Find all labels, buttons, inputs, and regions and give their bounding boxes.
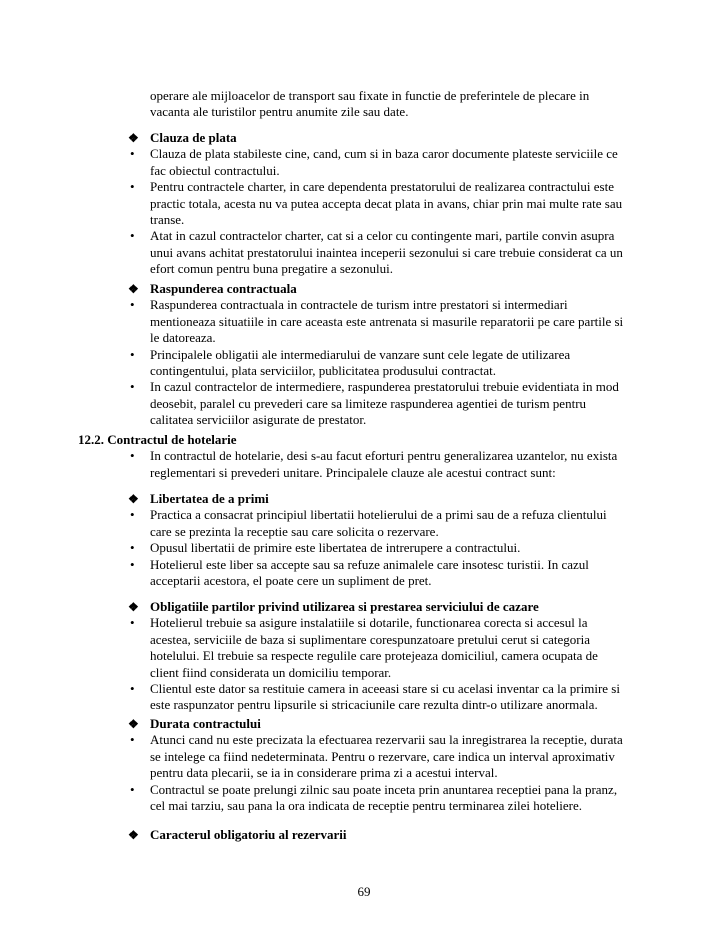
list-item: • Opusul libertatii de primire este libertatea de intrerupere a contractului.: [130, 540, 521, 556]
section-heading: ❖ Clauza de plata: [128, 130, 237, 145]
text-line: operare ale mijloacelor de transport sau fixate in functie de preferintele de plecare in: [150, 88, 590, 103]
section-clauza-plata: [108, 130, 628, 278]
bullet-icon: •: [130, 556, 135, 572]
bullet-icon: •: [130, 297, 135, 313]
section-heading: ❖ Caracterul obligatoriu al rezervarii: [128, 827, 347, 842]
list-item: • Pentru contractele charter, in care dependenta prestatorului de realizarea contractului este practic totala, acesta nu va putea accepta decat plata in avans, chiar prin mai multe rate sau transe.: [130, 179, 623, 228]
bullet-icon: •: [130, 615, 135, 631]
list-item: • Atunci cand nu este precizata la efectuarea rezervarii sau la inregistrarea la receptie, durata se intelege ca fiind nedeterminata. Pentru o rezervare, care indica un interval aproximativ pentru data plecarii, se ia in considerare prima zi a acestui interval.: [130, 732, 623, 781]
bullet-icon: •: [130, 228, 135, 244]
section-libertatea: [108, 491, 628, 589]
list-item: • Hotelierul este liber sa accepte sau sa refuze animalele care insotesc turistii. In cazul acceptarii acestora, el poate cere un supliment de pret.: [130, 556, 589, 589]
diamond-bullet-icon: ❖: [128, 492, 139, 506]
section-chapter: [78, 432, 628, 481]
section-durata: [108, 716, 628, 814]
list-item: • Raspunderea contractuala in contractele de turism intre prestatori si intermediari mentioneaza situatiile in care aceasta este antrenata si masurile reparatorii pe care partile si le datoreaza.: [130, 297, 624, 346]
bullet-icon: •: [130, 781, 135, 797]
diamond-bullet-icon: ❖: [128, 282, 139, 296]
list-item: • Clientul este dator sa restituie camera in aceeasi stare si cu acelasi inventar ca la primire si este raspunzator pentru lipsurile si stricaciunile care rezulta dintr-o utilizare anormala.: [130, 681, 620, 713]
section-caracterul: [108, 827, 628, 843]
diamond-bullet-icon: ❖: [128, 828, 139, 842]
bullet-icon: •: [130, 179, 135, 195]
list-item: • Clauza de plata stabileste cine, cand, cum si in baza caror documente plateste serviciile ce fac obiectul contractului.: [130, 146, 618, 178]
list-item: • In cazul contractelor de intermediere, raspunderea prestatorului trebuie evidentiata in mod deosebit, paralel cu prevederi care sa limiteze raspunderea agentiei de turism pentru calitatea serviciilor asigurate de prestator.: [130, 379, 619, 428]
section-heading: ❖ Durata contractului: [128, 716, 261, 731]
bullet-icon: •: [130, 681, 135, 697]
list-item: • Contractul se poate prelungi zilnic sau poate inceta prin anuntarea receptiei pana la pranz, cel mai tarziu, sau pana la ora indicata de receptie pentru terminarea zilei hoteliere.: [130, 781, 618, 814]
bullet-icon: •: [130, 540, 135, 556]
bullet-icon: •: [130, 507, 135, 523]
list-item: • Principalele obligatii ale intermediarului de vanzare sunt cele legate de utilizarea contingentului, plata serviciilor, publicitatea produsului contractat.: [130, 346, 571, 379]
diamond-bullet-icon: ❖: [128, 600, 139, 614]
section-obligatiile: [108, 599, 628, 714]
bullet-icon: •: [130, 346, 135, 362]
section-heading: ❖ Libertatea de a primi: [128, 491, 269, 506]
text-line: vacanta ale turistilor pentru anumite zile sau date.: [150, 104, 409, 120]
list-item: • Hotelierul trebuie sa asigure instalatiile si dotarile, functionarea corecta si accesul la acestea, serviciile de baza si suplimentare corespunzatoare pretului cerut si categoria hotelului. El trebuie sa respecte regulile care protejeaza domiciliul, camera ocupata de client fiind considerata un domiciliu temporar.: [130, 615, 598, 680]
bullet-icon: •: [130, 732, 135, 748]
page-number: 69: [357, 884, 371, 899]
intro-paragraph: [150, 88, 630, 121]
diamond-bullet-icon: ❖: [128, 131, 139, 145]
bullet-icon: •: [130, 146, 135, 162]
section-heading: ❖ Obligatiile partilor privind utilizarea si prestarea serviciului de cazare: [128, 599, 539, 614]
diamond-bullet-icon: ❖: [128, 717, 139, 731]
list-item: • Practica a consacrat principiul libertatii hotelierului de a primi sau de a refuza clientului care se prezinta la receptie sau care solicita o rezervare.: [130, 507, 607, 539]
bullet-icon: •: [130, 448, 135, 464]
bullet-icon: •: [130, 379, 135, 395]
chapter-title: 12.2. Contractul de hotelarie: [78, 432, 237, 447]
list-item: • Atat in cazul contractelor charter, cat si a celor cu contingente mari, partile convin asupra unui avans achitat prestatorului inaintea inceperii sezonului si care trebuie considerat ca un efort comun pentru buna pregatire a sezonului.: [130, 228, 623, 277]
section-heading: ❖ Raspunderea contractuala: [128, 281, 297, 296]
list-item: • In contractul de hotelarie, desi s-au facut eforturi pentru generalizarea uzantelor, nu exista reglementari si prevederi unitare. Principalele clauze ale acestui contract sunt:: [130, 448, 618, 480]
section-raspunderea: [108, 281, 628, 429]
